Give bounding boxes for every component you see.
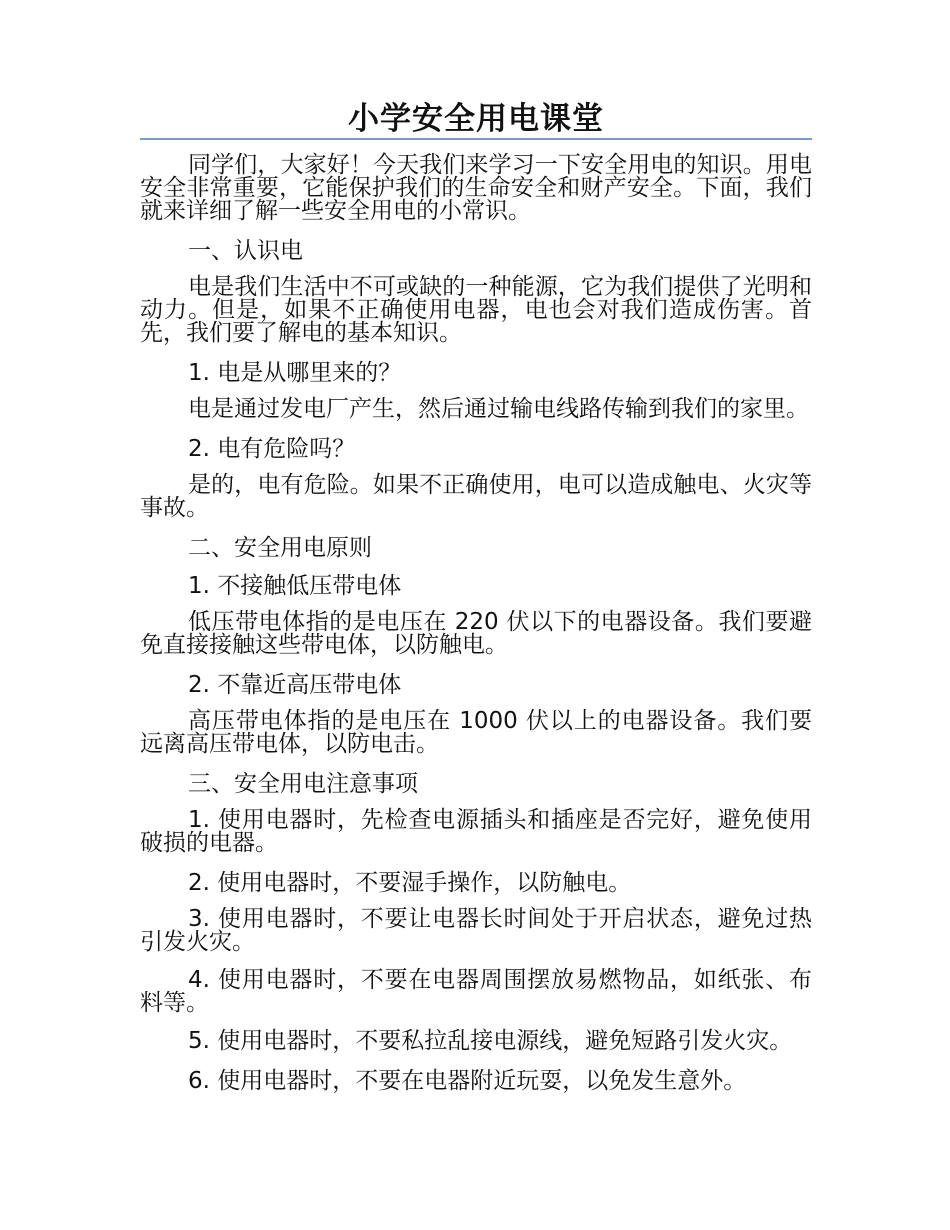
question-1: 1. 电是从哪里来的？ <box>188 360 402 386</box>
answer-1: 电是通过发电厂产生，然后通过输电线路传输到我们的家里。 <box>188 396 809 422</box>
section-heading-2: 二、安全用电原则 <box>188 535 372 561</box>
notice-6: 6. 使用电器时，不要在电器附近玩耍，以免发生意外。 <box>188 1068 747 1094</box>
principle-2: 2. 不靠近高压带电体 <box>188 672 402 698</box>
principle-1-detail: 低压带电体指的是电压在 220 伏以下的电器设备。我们要避免直接接触这些带电体，以防触电。 <box>140 609 812 658</box>
section-heading-1: 一、认识电 <box>188 238 303 264</box>
notice-1: 1. 使用电器时，先检查电源插头和插座是否完好，避免使用破损的电器。 <box>140 807 812 856</box>
paragraph-intro: 同学们，大家好！今天我们来学习一下安全用电的知识。用电安全非常重要，它能保护我们的生命安全和财产安全。下面，我们就来详细了解一些安全用电的小常识。 <box>140 152 812 224</box>
notice-3: 3. 使用电器时，不要让电器长时间处于开启状态，避免过热引发火灾。 <box>140 906 812 955</box>
document-page <box>140 100 812 1106</box>
principle-2-detail: 高压带电体指的是电压在 1000 伏以上的电器设备。我们要远离高压带电体，以防电击。 <box>140 708 812 757</box>
document-title: 小学安全用电课堂 <box>348 101 604 137</box>
answer-2: 是的，电有危险。如果不正确使用，电可以造成触电、火灾等事故。 <box>140 472 812 521</box>
question-2: 2. 电有危险吗？ <box>188 436 356 462</box>
notice-2: 2. 使用电器时，不要湿手操作，以防触电。 <box>188 870 632 896</box>
title-underline <box>140 138 812 140</box>
section-heading-3: 三、安全用电注意事项 <box>188 771 418 797</box>
principle-1: 1. 不接触低压带电体 <box>188 573 402 599</box>
notice-5: 5. 使用电器时，不要私拉乱接电源线，避免短路引发火灾。 <box>188 1028 793 1054</box>
paragraph-electricity: 电是我们生活中不可或缺的一种能源，它为我们提供了光明和动力。但是，如果不正确使用电器，电也会对我们造成伤害。首先，我们要了解电的基本知识。 <box>140 274 812 346</box>
notice-4: 4. 使用电器时，不要在电器周围摆放易燃物品，如纸张、布料等。 <box>140 967 812 1016</box>
